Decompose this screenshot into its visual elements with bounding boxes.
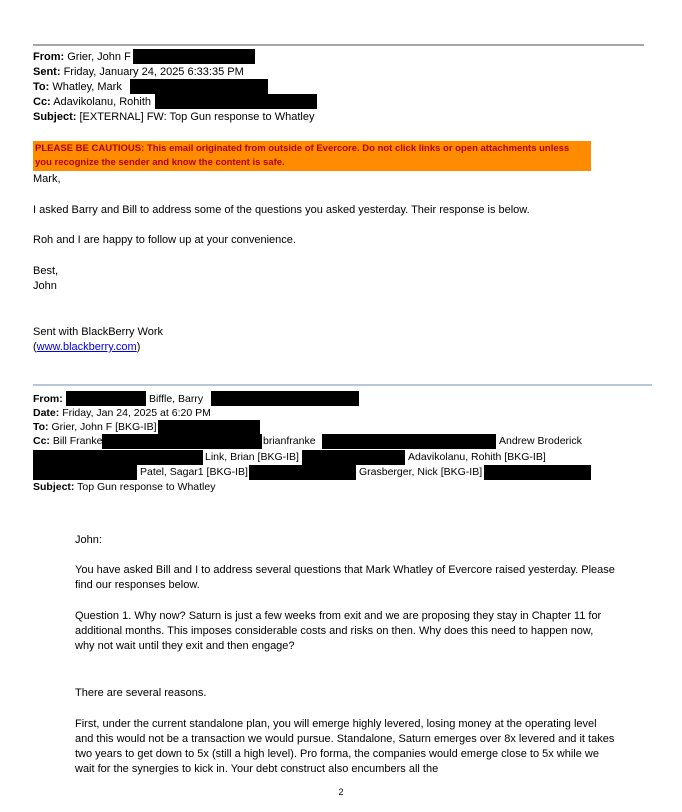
message1-para1: I asked Barry and Bill to address some of the questions you asked yesterday. Their response is below. <box>33 204 530 216</box>
redaction <box>33 450 203 465</box>
to2-value: Grier, John F [BKG-IB] <box>51 421 157 433</box>
sent-line: Sent: Friday, January 24, 2025 6:33:35 PM <box>33 66 244 78</box>
external-caution-banner <box>33 141 591 171</box>
message2-para4: First, under the current standalone plan, you will emerge highly levered, losing money at the operating level and this would not be a transaction we would pursue. Standalone, Saturn emerges over 8x levered and it takes two years to get down to 5x (still a high level). Pro forma, the companies would emerge close to 5x while we wait for the synergies to kick in. Your debt construct also encumbers all the <box>75 718 615 775</box>
date-line: Date: Friday, Jan 24, 2025 at 6:20 PM <box>33 407 211 419</box>
cc2-grasberger: Grasberger, Nick [BKG-IB] <box>359 466 483 478</box>
cc2-andrew: Andrew Broderick <box>499 435 582 447</box>
blackberry-link[interactable]: www.blackberry.com <box>36 341 137 353</box>
cc-value: Adavikolanu, Rohith <box>53 96 152 108</box>
closing: Best, <box>33 265 59 277</box>
forward-divider <box>33 384 652 386</box>
cc-line: Cc: Adavikolanu, Rohith <box>33 96 152 108</box>
cc2-line: Cc: Bill Franke <box>33 435 103 447</box>
redaction <box>302 450 405 465</box>
blackberry-link-line: (www.blackberry.com) <box>33 341 141 353</box>
from-value: Grier, John F <box>67 51 131 63</box>
from2-line: From: <box>33 393 63 405</box>
page-number: 2 <box>338 787 344 797</box>
cc2-bill: Bill Franke <box>52 435 103 447</box>
cc2-link: Link, Brian [BKG-IB] <box>205 451 299 463</box>
cc2-adavikolanu: Adavikolanu, Rohith [BKG-IB] <box>408 451 546 463</box>
subject-line: Subject: [EXTERNAL] FW: Top Gun response to Whatley <box>33 111 315 123</box>
signature: John <box>33 280 57 292</box>
redaction <box>102 434 262 449</box>
greeting: Mark, <box>33 173 61 185</box>
date-value: Friday, Jan 24, 2025 at 6:20 PM <box>62 407 211 419</box>
redaction <box>249 465 356 480</box>
sent-value: Friday, January 24, 2025 6:33:35 PM <box>63 66 244 78</box>
subject2-value: Top Gun response to Whatley <box>77 481 216 493</box>
subject-value: [EXTERNAL] FW: Top Gun response to Whatley <box>79 111 315 123</box>
cc2-patel: Patel, Sagar1 [BKG-IB] <box>140 466 248 478</box>
message2-para2: Question 1. Why now? Saturn is just a few weeks from exit and we are proposing they stay in Chapter 11 for additional months. This imposes considerable costs and risks on then. Why does this need to happen now, why not wait until they exit and then engage? <box>75 610 602 652</box>
from2-name: Biffle, Barry <box>149 393 204 405</box>
to-line: To: Whatley, Mark <box>33 81 122 93</box>
message2-para1: You have asked Bill and I to address several questions that Mark Whatley of Evercore raised yesterday. Please find our responses below. <box>75 564 615 591</box>
redaction <box>155 94 317 109</box>
top-divider <box>33 44 644 46</box>
redaction <box>484 465 591 480</box>
redaction <box>133 49 255 64</box>
sent-with-line: Sent with BlackBerry Work <box>33 326 164 338</box>
message2-para3: There are several reasons. <box>75 687 207 699</box>
subject2-line: Subject: Top Gun response to Whatley <box>33 481 216 493</box>
to-value: Whatley, Mark <box>52 81 122 93</box>
cc2-brianfranke: brianfranke <box>263 435 316 447</box>
redaction <box>211 391 359 406</box>
message2-salutation: John: <box>75 534 102 546</box>
redaction <box>322 434 496 449</box>
redaction <box>66 391 146 406</box>
redaction <box>130 79 268 94</box>
caution-line-2: you recognize the sender and know the content is safe. <box>35 157 285 168</box>
redaction <box>158 420 260 435</box>
redaction <box>33 465 137 480</box>
to2-line: To: Grier, John F [BKG-IB] <box>33 421 157 433</box>
caution-line-1: PLEASE BE CAUTIOUS: This email originated from outside of Evercore. Do not click links or open attachments unless <box>35 143 570 154</box>
from-line: From: Grier, John F <box>33 51 131 63</box>
message1-para2: Roh and I are happy to follow up at your convenience. <box>33 234 296 246</box>
